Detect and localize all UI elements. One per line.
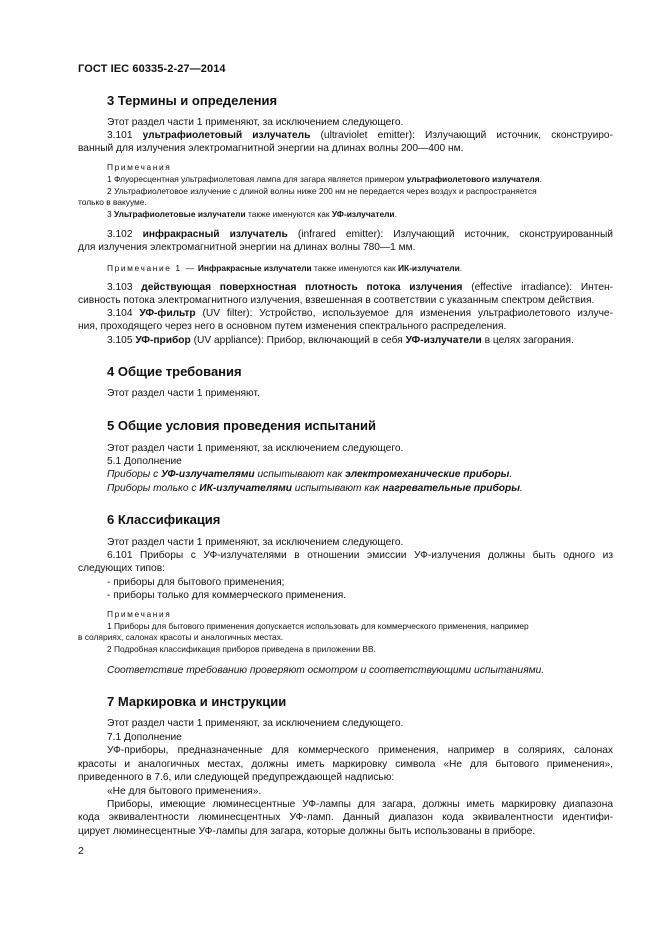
section-5-title: 5 Общие условия проведения испытаний bbox=[107, 418, 377, 433]
s6-notes-label: Примечания bbox=[107, 609, 172, 619]
s3-def-103: 3.103 действующая поверхностная плотность потока излучения (effective irradiance): Интен- bbox=[107, 282, 614, 293]
section-6-title: 6 Классификация bbox=[107, 512, 221, 527]
document-header: ГОСТ IEC 60335-2-27—2014 bbox=[78, 63, 226, 75]
s6-bullet-1: - приборы для бытового применения; bbox=[107, 577, 285, 588]
s3-def-101: 3.101 ультрафиолетовый излучатель (ultraviolet emitter): Излучающий источник, сконструиро- bbox=[107, 130, 613, 141]
s7-para-1-line2: красоты и аналогичных местах, должны иметь маркировку символа «Не для бытового применения», bbox=[78, 759, 613, 770]
s6-bullet-2: - приборы только для коммерческого применения. bbox=[107, 590, 347, 601]
s3-note-2: 2 Ультрафиолетовое излучение с длиной волны ниже 200 нм не передается через воздух и распространяется bbox=[107, 186, 537, 196]
s7-para-1: УФ-приборы, предназначенные для коммерческого применения, например в соляриях, салонах bbox=[107, 745, 613, 756]
s3-note-3: 3 Ультрафиолетовые излучатели также именуются как УФ-излучатели. bbox=[107, 209, 397, 219]
s7-para-1-line3: приведенного в 7.6, или следующей предупреждающей надписью: bbox=[78, 772, 395, 783]
s7-intro: Этот раздел части 1 применяют, за исключением следующего. bbox=[107, 718, 404, 729]
s7-sub: 7.1 Дополнение bbox=[107, 732, 182, 743]
s3-def-105: 3.105 УФ-прибор (UV appliance): Прибор, включающий в себя УФ-излучатели в целях загорания. bbox=[107, 335, 574, 346]
s7-para-2: Приборы, имеющие люминесцентные УФ-лампы для загара, должны иметь маркировку диапазона bbox=[107, 799, 613, 810]
s7-quote: «Не для бытового применения». bbox=[107, 786, 262, 797]
s3-note-2-line2: только в вакууме. bbox=[78, 197, 147, 207]
s5-line-1: Приборы с УФ-излучателями испытывают как электромеханические приборы. bbox=[107, 469, 513, 480]
s3-intro: Этот раздел части 1 применяют, за исключением следующего. bbox=[107, 117, 404, 128]
s6-para-101-line2: следующих типов: bbox=[78, 563, 165, 574]
section-4-title: 4 Общие требования bbox=[107, 364, 242, 379]
section-3-title: 3 Термины и определения bbox=[107, 93, 278, 108]
s6-intro: Этот раздел части 1 применяют, за исключением следующего. bbox=[107, 537, 404, 548]
s4-text: Этот раздел части 1 применяют. bbox=[107, 388, 260, 399]
s5-intro: Этот раздел части 1 применяют, за исключением следующего. bbox=[107, 443, 404, 454]
s6-compliance-check: Соответствие требованию проверяют осмотром и соответствующими испытаниями. bbox=[107, 665, 545, 676]
s3-def-102-line2: для излучения электромагнитной энергии на длинах волны 780—1 мм. bbox=[78, 242, 416, 253]
s3-notes-label: Примечания bbox=[107, 162, 172, 172]
s6-note-2: 2 Подробная классификация приборов приведена в приложении ВВ. bbox=[107, 644, 376, 654]
section-7-title: 7 Маркировка и инструкции bbox=[107, 694, 287, 709]
s7-para-2-line2: кода эквивалентности люминесцентных УФ-ламп. Данный диапазон кода эквивалентности идентифи- bbox=[78, 812, 613, 823]
s3-def-101-line2: ванный для излучения электромагнитной энергии на длинах волны 200—400 нм. bbox=[78, 143, 464, 154]
s6-para-101: 6.101 Приборы с УФ-излучателями в отношении эмиссии УФ-излучения должны быть одного из bbox=[107, 550, 613, 561]
page-number: 2 bbox=[78, 845, 84, 857]
s7-para-2-line3: цирует люминесцентные УФ-лампы для загара, которые должны быть использованы в приборе. bbox=[78, 826, 536, 837]
s3-def-103-line2: сивность потока электромагнитного излучения, взвешенная в соответствии с указанным спектром действия. bbox=[78, 295, 595, 306]
s6-note-1-line2: в соляриях, салонах красоты и аналогичных местах. bbox=[78, 632, 284, 642]
s3-note-102: Примечание 1 — Инфракрасные излучатели также именуются как ИК-излучатели. bbox=[107, 263, 463, 273]
s3-def-102: 3.102 инфракрасный излучатель (infrared emitter): Излучающий источник, сконструированный bbox=[107, 229, 613, 240]
s5-line-2: Приборы только с ИК-излучателями испытывают как нагревательные приборы. bbox=[107, 483, 523, 494]
s3-note-1: 1 Флуоресцентная ультрафиолетовая лампа для загара является примером ультрафиолетового излучателя. bbox=[107, 174, 542, 184]
s6-note-1: 1 Приборы для бытового применения допускается использовать для коммерческого применения, например bbox=[107, 621, 529, 631]
s3-def-104: 3.104 УФ-фильтр (UV filter): Устройство, используемое для изменения ультрафиолетового излуче- bbox=[107, 308, 613, 319]
s3-def-104-line2: ния, проходящего через него в основном путем изменения спектрального распределения. bbox=[78, 321, 507, 332]
s5-sub: 5.1 Дополнение bbox=[107, 456, 182, 467]
